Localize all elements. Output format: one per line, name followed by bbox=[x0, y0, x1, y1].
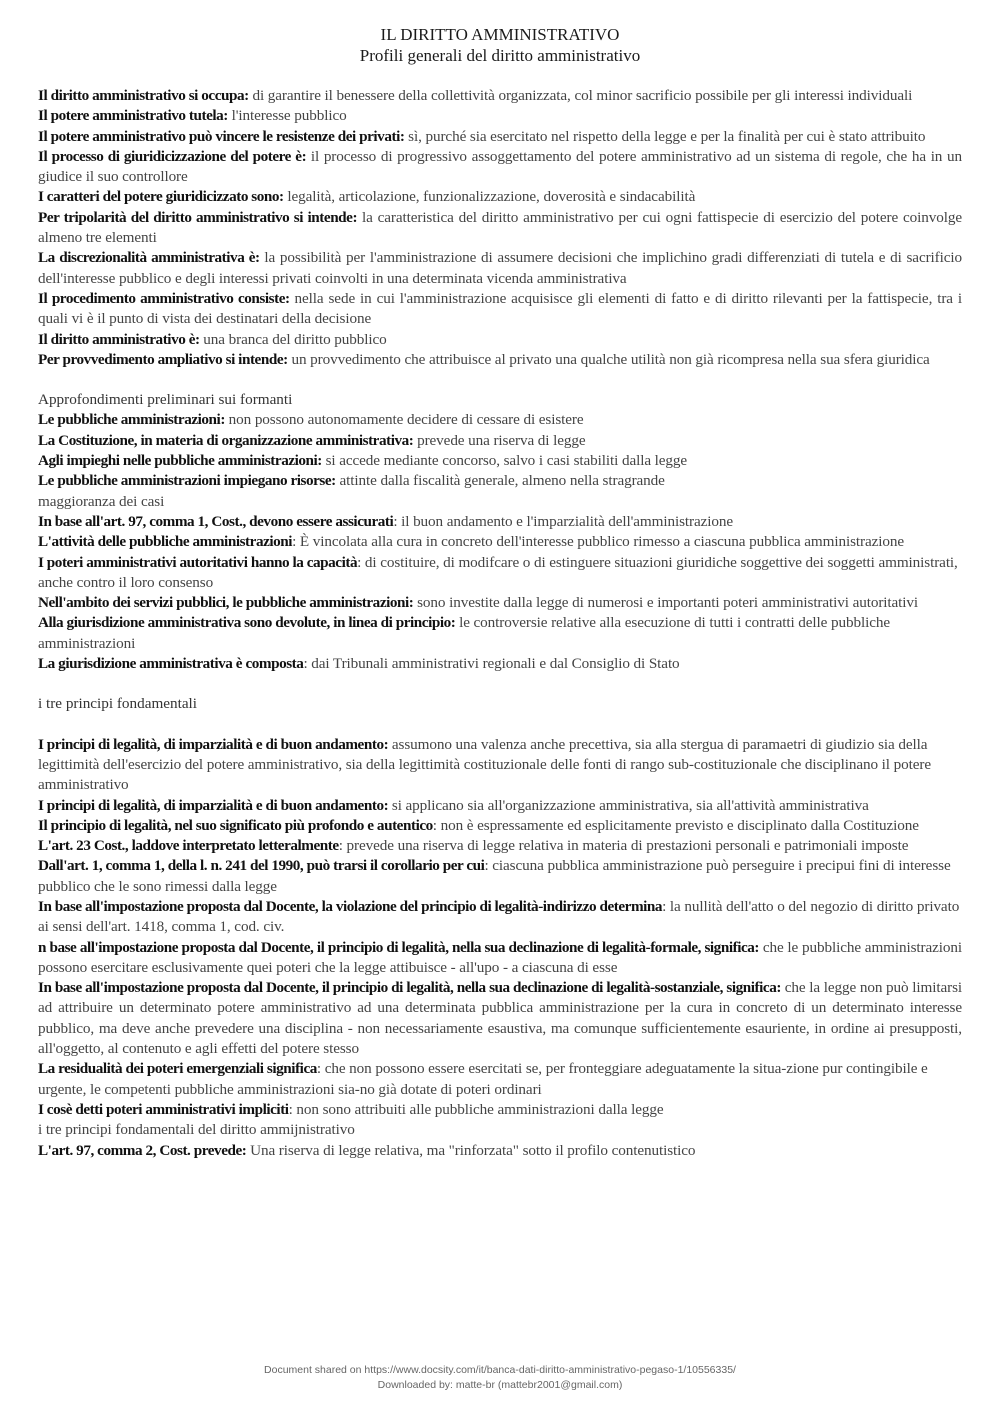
qa-item bbox=[38, 654, 962, 674]
qa-question: Agli impieghi nelle pubbliche amministrazioni: bbox=[38, 452, 322, 470]
qa-item bbox=[38, 289, 962, 330]
document-page bbox=[38, 24, 962, 1161]
qa-item bbox=[38, 532, 962, 552]
qa-question: Nell'ambito dei servizi pubblici, le pubbliche amministrazioni: bbox=[38, 594, 414, 612]
qa-item bbox=[38, 1141, 962, 1161]
qa-question: Alla giurisdizione amministrativa sono devolute, in linea di principio: bbox=[38, 614, 456, 632]
qa-item bbox=[38, 248, 962, 289]
qa-item bbox=[38, 471, 962, 512]
section-profili bbox=[38, 86, 962, 370]
qa-answer: nella sede in cui l'amministrazione acquisisce gli elementi di fatto e di diritto rilevanti per la fattispecie, tra i quali vi è il punto di vista dei destinatari della decisione bbox=[38, 289, 962, 328]
qa-answer: : È vincolata alla cura in concreto dell'interesse pubblico rimesso a ciascuna pubblica amministrazione bbox=[292, 533, 905, 551]
section-heading: i tre principi fondamentali bbox=[38, 695, 197, 713]
qa-item bbox=[38, 938, 962, 979]
qa-question: Le pubbliche amministrazioni: bbox=[38, 411, 225, 429]
qa-answer: si accede mediante concorso, salvo i casi stabiliti dalla legge bbox=[321, 452, 688, 470]
qa-item bbox=[38, 451, 962, 471]
qa-question: La giurisdizione amministrativa è composta bbox=[38, 655, 304, 673]
qa-question: Le pubbliche amministrazioni impiegano risorse: bbox=[38, 472, 336, 490]
section-formanti bbox=[38, 390, 962, 674]
qa-item bbox=[38, 410, 962, 430]
qa-answer: : dai Tribunali amministrativi regionali e dal Consiglio di Stato bbox=[303, 655, 680, 673]
qa-item bbox=[38, 553, 962, 594]
qa-answer: : prevede una riserva di legge relativa in materia di prestazioni personali e patrimoniali imposte bbox=[338, 837, 909, 855]
qa-item bbox=[38, 431, 962, 451]
title-main: IL DIRITTO AMMINISTRATIVO bbox=[380, 25, 620, 44]
qa-item bbox=[38, 593, 962, 613]
qa-answer: : di costituire, di modifcare o di estinguere situazioni giuridiche soggettive dei soggetti amministrati, anche contro il loro consenso bbox=[38, 553, 958, 591]
qa-answer: : che non possono essere esercitati se, per fronteggiare adeguatamente la situa-zione pur contingibile e urgente, le competenti pubbliche amministrazioni sia-no già dotate di poteri ordinari bbox=[38, 1060, 928, 1098]
qa-answer: : non sono attribuiti alle pubbliche amministrazioni dalla legge bbox=[288, 1100, 664, 1118]
qa-item bbox=[38, 613, 962, 654]
qa-item bbox=[38, 978, 962, 1059]
qa-question: I principi di legalità, di imparzialità e di buon andamento: bbox=[38, 796, 389, 814]
qa-answer: un provvedimento che attribuisce al privato una qualche utilità non già ricompresa nella sua sfera giuridica bbox=[287, 350, 930, 368]
qa-question: In base all'art. 97, comma 1, Cost., devono essere assicurati bbox=[38, 512, 394, 530]
qa-question: n base all'impostazione proposta dal Docente, il principio di legalità, nella sua declinazione di legalità-formale, significa: bbox=[38, 938, 760, 956]
plain-line bbox=[38, 1120, 962, 1140]
qa-question: I caratteri del potere giuridicizzato sono: bbox=[38, 188, 284, 206]
qa-item bbox=[38, 816, 962, 836]
qa-question: I principi di legalità, di imparzialità e di buon andamento: bbox=[38, 735, 389, 753]
qa-answer: : la nullità dell'atto o del negozio di diritto privato ai sensi dell'art. 1418, comma 1, cod. civ. bbox=[38, 897, 960, 936]
qa-item bbox=[38, 836, 962, 856]
document-title bbox=[38, 24, 962, 66]
qa-item bbox=[38, 330, 962, 350]
qa-answer: una branca del diritto pubblico bbox=[199, 330, 387, 348]
docsity-footer bbox=[0, 1363, 1000, 1393]
qa-item bbox=[38, 897, 962, 938]
qa-answer: che le pubbliche amministrazioni possono esercitare esclusivamente quei poteri che la legge attibuisce - all'upo - a ciascuna di esse bbox=[38, 938, 963, 976]
qa-answer: : il buon andamento e l'imparzialità dell'amministrazione bbox=[393, 512, 734, 530]
title-subtitle: Profili generali del diritto amministrativo bbox=[359, 46, 641, 65]
qa-answer: attinte dalla fiscalità generale, almeno nella stragrande bbox=[335, 472, 665, 490]
qa-item bbox=[38, 127, 962, 147]
qa-answer: assumono una valenza anche precettiva, sia alla stergua di paramaetri di giudizio sia della legittimità dell'esercizio del potere amministrativo, sia della legittimità costituzionale delle fonti di rango sub-costituzionale che disciplinano il potere amministrativo bbox=[38, 735, 931, 794]
qa-item bbox=[38, 856, 962, 897]
qa-answer: il processo di progressivo assoggettamento del potere amministrativo ad un sistema di regole, che ha in un giudice il suo controllore bbox=[38, 147, 962, 186]
qa-answer: la possibilità per l'amministrazione di assumere decisioni che implichino gradi differenziati di tutela e di sacrificio dell'interesse pubblico e degli interessi privati coinvolti in una determinata vicenda amministrativa bbox=[38, 249, 962, 287]
qa-answer-continuation: maggioranza dei casi bbox=[38, 492, 165, 510]
qa-question: La discrezionalità amministrativa è: bbox=[38, 249, 260, 267]
qa-question: Il diritto amministrativo si occupa: bbox=[38, 87, 249, 104]
qa-item bbox=[38, 350, 962, 370]
qa-answer: l'interesse pubblico bbox=[227, 107, 347, 125]
footer-downloaded-by: Downloaded by: matte-br (mattebr2001@gmail.com) bbox=[377, 1379, 623, 1391]
qa-answer: la caratteristica del diritto amministrativo per cui ogni fattispecie di esercizio del potere coinvolge almeno tre elementi bbox=[38, 208, 962, 247]
plain-text: i tre principi fondamentali del diritto ammijnistrativo bbox=[38, 1121, 355, 1139]
qa-answer: legalità, articolazione, funzionalizzazione, doverosità e sindacabilità bbox=[283, 188, 696, 206]
qa-question: In base all'impostazione proposta dal Docente, il principio di legalità, nella sua declinazione di legalità-sostanziale, significa: bbox=[38, 979, 781, 997]
qa-question: Il potere amministrativo tutela: bbox=[38, 107, 228, 125]
qa-item bbox=[38, 86, 962, 106]
qa-answer: che la legge non può limitarsi ad attribuire un determinato potere amministrativo ad una determinata pubblica amministrazione per la cura in concreto di un determinato interesse pubblico, ma deve anche prevedere una disciplina - non necessariamente esaustiva, ma comunque sufficientemente esauriente, in ordine ai presupposti, all'oggetto, al contenuto e agli effetti del potere stesso bbox=[38, 979, 962, 1058]
qa-item bbox=[38, 512, 962, 532]
qa-question: I cosè detti poteri amministrativi impliciti bbox=[38, 1100, 289, 1118]
qa-item bbox=[38, 208, 962, 249]
qa-question: Per tripolarità del diritto amministrativo si intende: bbox=[38, 208, 358, 226]
qa-item bbox=[38, 106, 962, 126]
qa-answer: Una riserva di legge relativa, ma "rinforzata" sotto il profilo contenutistico bbox=[246, 1141, 696, 1159]
qa-question: I poteri amministrativi autoritativi hanno la capacità bbox=[38, 553, 358, 571]
qa-answer: non possono autonomamente decidere di cessare di esistere bbox=[224, 411, 584, 429]
qa-item bbox=[38, 1100, 962, 1120]
qa-question: L'attività delle pubbliche amministrazioni bbox=[38, 533, 293, 551]
qa-item bbox=[38, 1059, 962, 1100]
qa-answer: : ciascuna pubblica amministrazione può perseguire i precipui fini di interesse pubblico che le sono rimessi dalla legge bbox=[38, 857, 951, 895]
qa-question: Il procedimento amministrativo consiste: bbox=[38, 289, 290, 307]
qa-answer: prevede una riserva di legge bbox=[413, 431, 586, 449]
qa-item bbox=[38, 796, 962, 816]
qa-item bbox=[38, 735, 962, 796]
qa-question: La residualità dei poteri emergenziali significa bbox=[38, 1060, 317, 1078]
qa-answer: sì, purché sia esercitato nel rispetto della legge e per la finalità per cui è stato attribuito bbox=[404, 127, 926, 145]
qa-question: L'art. 23 Cost., laddove interpretato letteralmente bbox=[38, 837, 339, 855]
section-heading: Approfondimenti preliminari sui formanti bbox=[38, 391, 293, 409]
qa-answer: sono investite dalla legge di numerosi e importanti poteri amministrativi autoritativi bbox=[413, 594, 919, 612]
qa-answer: le controversie relative alla esecuzione di tutti i contratti delle pubbliche amministrazioni bbox=[38, 614, 890, 652]
section-principi bbox=[38, 694, 962, 1161]
footer-shared-link: Document shared on https://www.docsity.com/it/banca-dati-diritto-amministrativo-pegaso-1/10556335/ bbox=[264, 1364, 736, 1376]
qa-item bbox=[38, 187, 962, 207]
qa-question: Il principio di legalità, nel suo significato più profondo e autentico bbox=[38, 816, 433, 834]
qa-question: La Costituzione, in materia di organizzazione amministrativa: bbox=[38, 431, 414, 449]
qa-question: Dall'art. 1, comma 1, della l. n. 241 del 1990, può trarsi il corollario per cui bbox=[38, 857, 485, 875]
qa-question: L'art. 97, comma 2, Cost. prevede: bbox=[38, 1141, 247, 1159]
qa-answer: di garantire il benessere della collettività organizzata, col minor sacrificio possibile per gli interessi individuali bbox=[248, 87, 913, 104]
qa-answer: : non è espressamente ed esplicitamente previsto e disciplinato dalla Costituzione bbox=[432, 816, 919, 834]
qa-question: Per provvedimento ampliativo si intende: bbox=[38, 350, 288, 368]
qa-question: Il diritto amministrativo è: bbox=[38, 330, 200, 348]
qa-question: Il potere amministrativo può vincere le resistenze dei privati: bbox=[38, 127, 405, 145]
qa-question: Il processo di giuridicizzazione del potere è: bbox=[38, 147, 307, 165]
qa-question: In base all'impostazione proposta dal Docente, la violazione del principio di legalità-indirizzo determina bbox=[38, 897, 663, 915]
qa-item bbox=[38, 147, 962, 188]
qa-answer: si applicano sia all'organizzazione amministrativa, sia all'attività amministrativa bbox=[388, 796, 869, 814]
